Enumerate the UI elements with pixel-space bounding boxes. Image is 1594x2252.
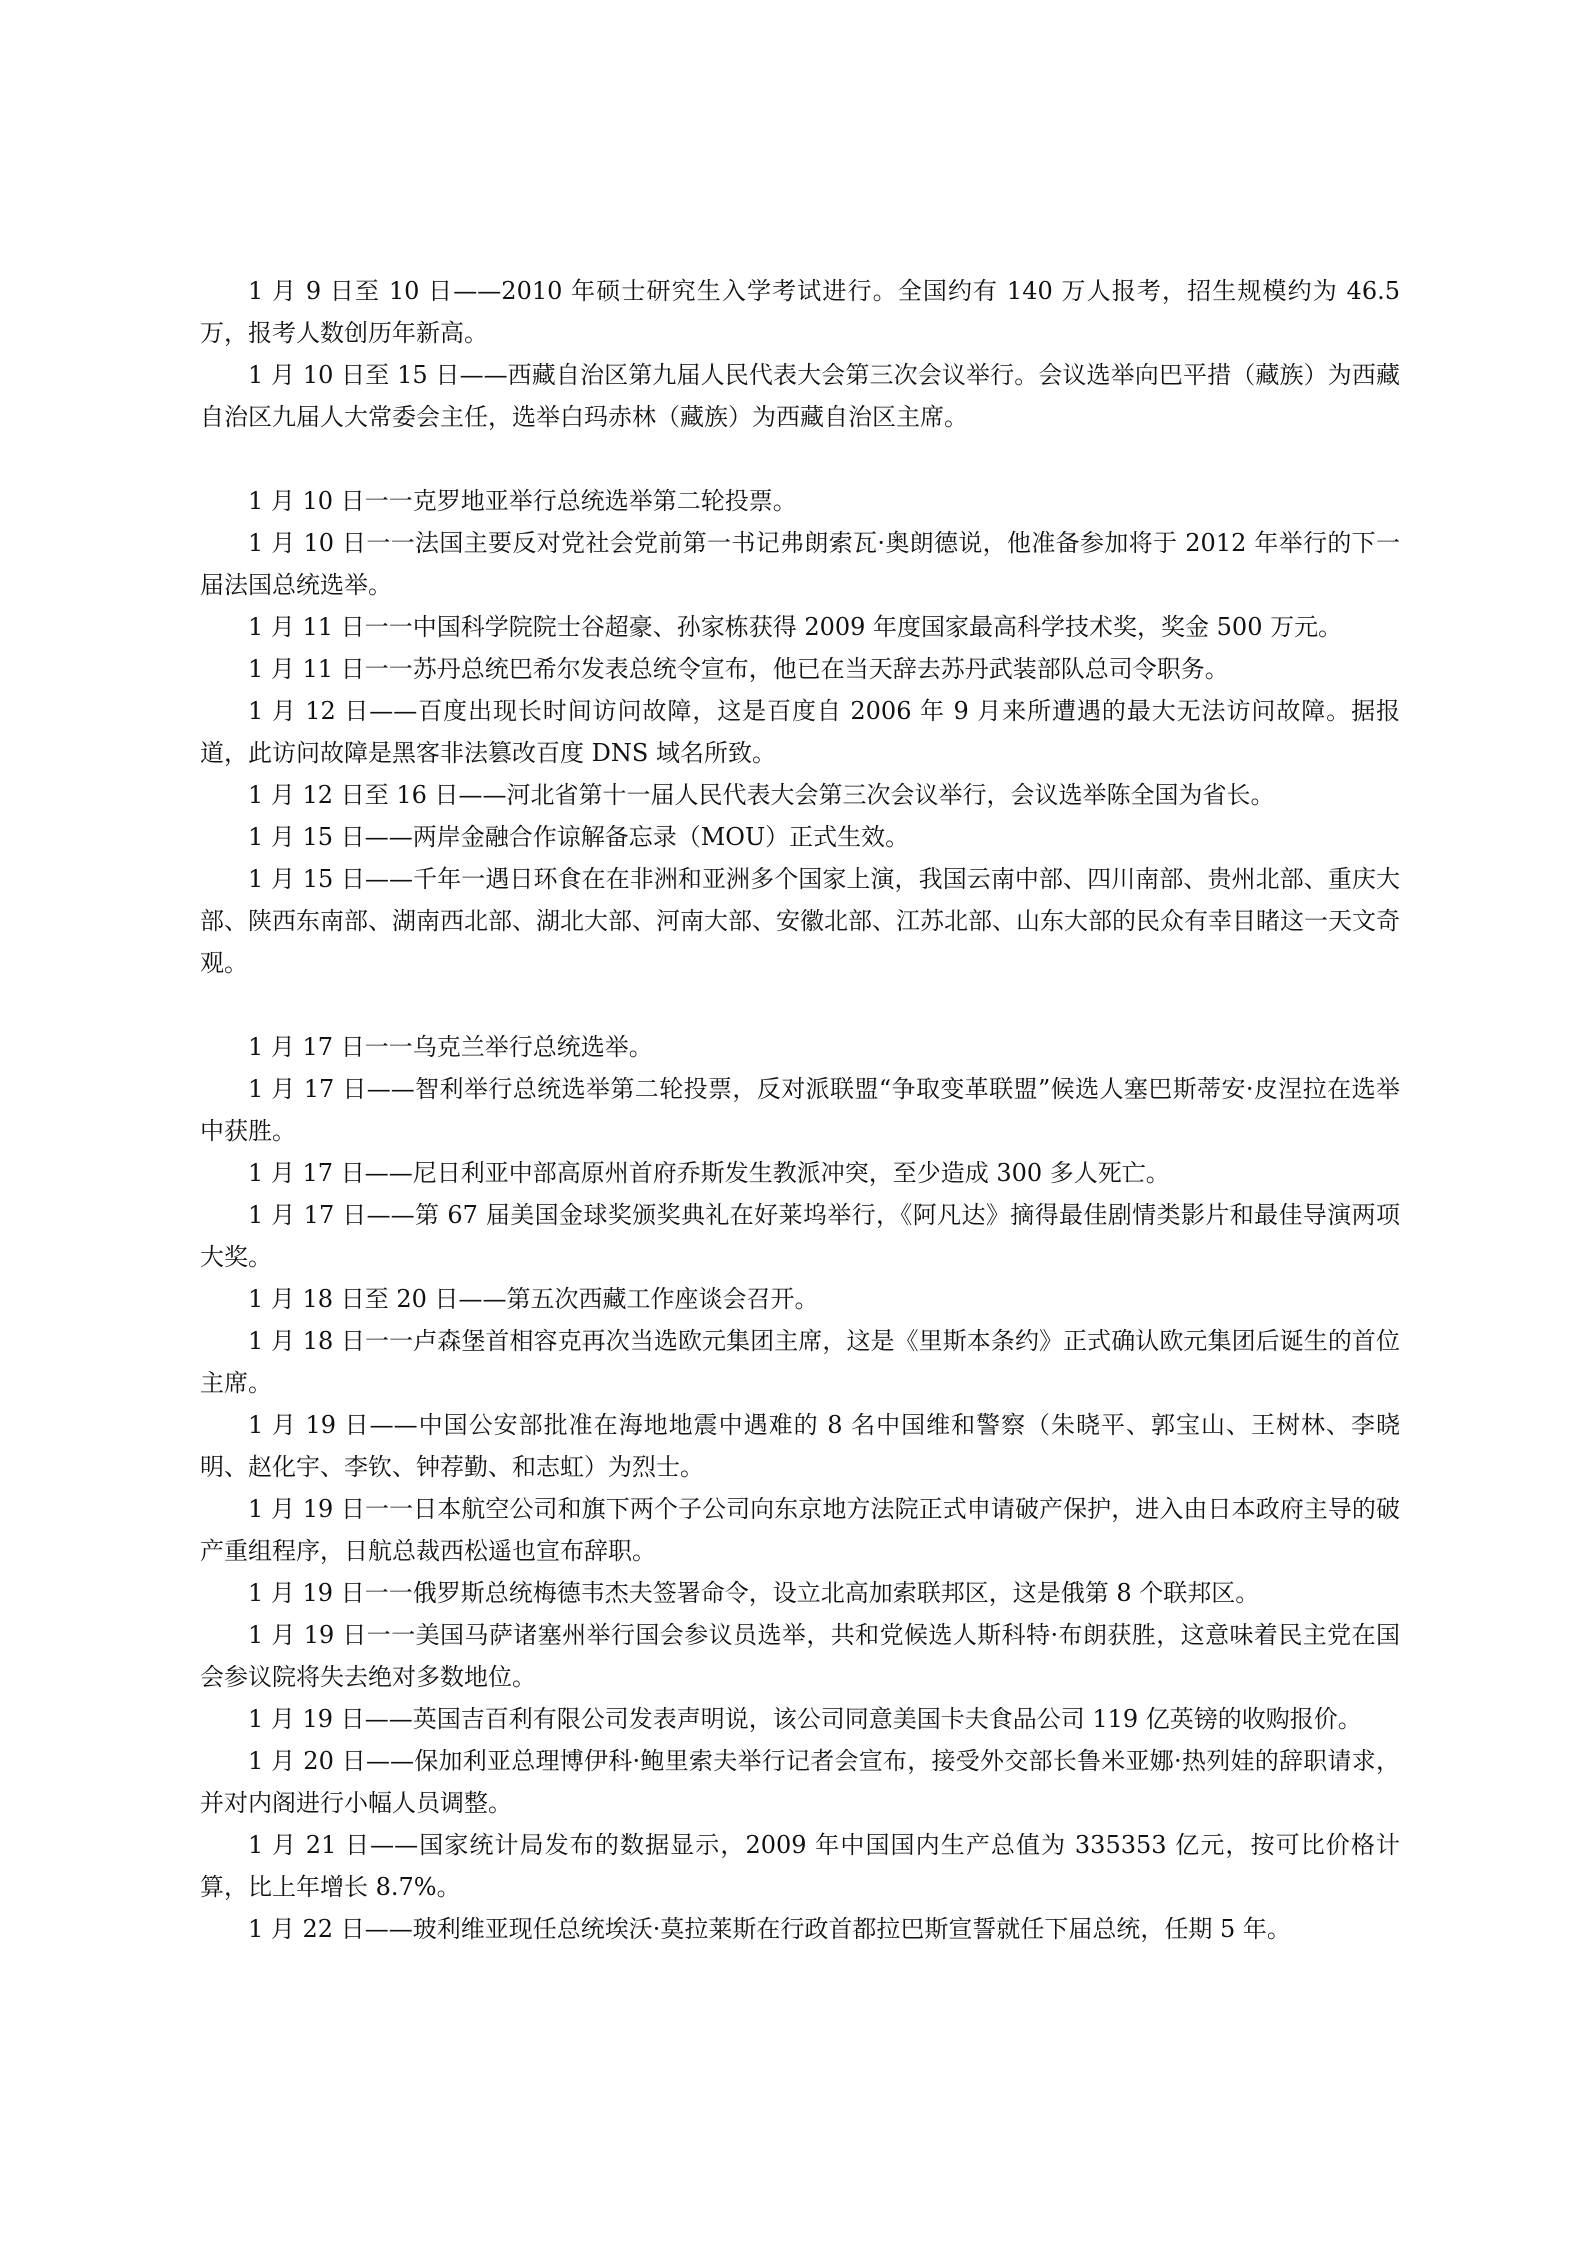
chronicle-entry: 1 月 9 日至 10 日——2010 年硕士研究生入学考试进行。全国约有 140 万人报考，招生规模约为 46.5 万，报考人数创历年新高。	[200, 277, 1400, 347]
chronicle-entry: 1 月 10 日至 15 日——西藏自治区第九届人民代表大会第三次会议举行。会议选举向巴平措（藏族）为西藏自治区九届人大常委会主任，选举白玛赤林（藏族）为西藏自治区主席。	[200, 361, 1400, 431]
chronicle-entry: 1 月 18 日至 20 日——第五次西藏工作座谈会召开。	[248, 1285, 819, 1313]
chronicle-entry: 1 月 10 日一一法国主要反对党社会党前第一书记弗朗索瓦·奥朗德说，他准备参加将于 2012 年举行的下一届法国总统选举。	[200, 529, 1400, 599]
chronicle-entry: 1 月 17 日——智利举行总统选举第二轮投票，反对派联盟“争取变革联盟”候选人塞巴斯蒂安·皮涅拉在选举中获胜。	[200, 1075, 1400, 1145]
paragraph-gap	[200, 438, 1400, 480]
chronicle-entry: 1 月 18 日一一卢森堡首相容克再次当选欧元集团主席，这是《里斯本条约》正式确认欧元集团后诞生的首位主席。	[200, 1327, 1400, 1397]
chronicle-entry: 1 月 22 日——玻利维亚现任总统埃沃·莫拉莱斯在行政首都拉巴斯宣誓就任下届总统，任期 5 年。	[248, 1915, 1291, 1943]
chronicle-entry: 1 月 10 日一一克罗地亚举行总统选举第二轮投票。	[248, 487, 797, 515]
chronicle-entry: 1 月 11 日一一苏丹总统巴希尔发表总统令宣布，他已在当天辞去苏丹武装部队总司令职务。	[248, 655, 1229, 683]
chronicle-entry: 1 月 15 日——两岸金融合作谅解备忘录（MOU）正式生效。	[248, 823, 910, 851]
chronicle-entry: 1 月 11 日一一中国科学院院士谷超豪、孙家栋获得 2009 年度国家最高科学技术奖，奖金 500 万元。	[248, 613, 1343, 641]
chronicle-entry: 1 月 19 日——英国吉百利有限公司发表声明说，该公司同意美国卡夫食品公司 119 亿英镑的收购报价。	[248, 1705, 1362, 1733]
chronicle-entry: 1 月 17 日——尼日利亚中部高原州首府乔斯发生教派冲突，至少造成 300 多人死亡。	[248, 1159, 1170, 1187]
paragraph-gap	[200, 984, 1400, 1026]
chronicle-entry: 1 月 12 日至 16 日——河北省第十一届人民代表大会第三次会议举行，会议选举陈全国为省长。	[248, 781, 1275, 809]
chronicle-entry: 1 月 17 日一一乌克兰举行总统选举。	[248, 1033, 653, 1061]
chronicle-entry: 1 月 20 日——保加利亚总理博伊科·鲍里索夫举行记者会宣布，接受外交部长鲁米亚娜·热列娃的辞职请求，并对内阁进行小幅人员调整。	[200, 1747, 1400, 1817]
chronicle-entry: 1 月 19 日一一美国马萨诸塞州举行国会参议员选举，共和党候选人斯科特·布朗获胜，这意味着民主党在国会参议院将失去绝对多数地位。	[200, 1621, 1400, 1691]
chronicle-entry: 1 月 17 日——第 67 届美国金球奖颁奖典礼在好莱坞举行，《阿凡达》摘得最佳剧情类影片和最佳导演两项大奖。	[200, 1201, 1400, 1271]
chronicle-entry: 1 月 15 日——千年一遇日环食在在非洲和亚洲多个国家上演，我国云南中部、四川南部、贵州北部、重庆大部、陕西东南部、湖南西北部、湖北大部、河南大部、安徽北部、江苏北部、山东大部的民众有幸目睹这一天文奇观。	[200, 865, 1400, 977]
document-body	[200, 270, 1400, 1950]
chronicle-entry: 1 月 12 日——百度出现长时间访问故障，这是百度自 2006 年 9 月来所遭遇的最大无法访问故障。据报道，此访问故障是黑客非法篡改百度 DNS 域名所致。	[200, 697, 1400, 767]
chronicle-entry: 1 月 19 日——中国公安部批准在海地地震中遇难的 8 名中国维和警察（朱晓平、郭宝山、王树林、李晓明、赵化宇、李钦、钟荐勤、和志虹）为烈士。	[200, 1411, 1400, 1481]
chronicle-entry: 1 月 21 日——国家统计局发布的数据显示，2009 年中国国内生产总值为 335353 亿元，按可比价格计算，比上年增长 8.7%。	[200, 1831, 1400, 1901]
chronicle-entry: 1 月 19 日一一日本航空公司和旗下两个子公司向东京地方法院正式申请破产保护，进入由日本政府主导的破产重组程序，日航总裁西松遥也宣布辞职。	[200, 1495, 1400, 1565]
chronicle-entry: 1 月 19 日一一俄罗斯总统梅德韦杰夫签署命令，设立北高加索联邦区，这是俄第 8 个联邦区。	[248, 1579, 1260, 1607]
